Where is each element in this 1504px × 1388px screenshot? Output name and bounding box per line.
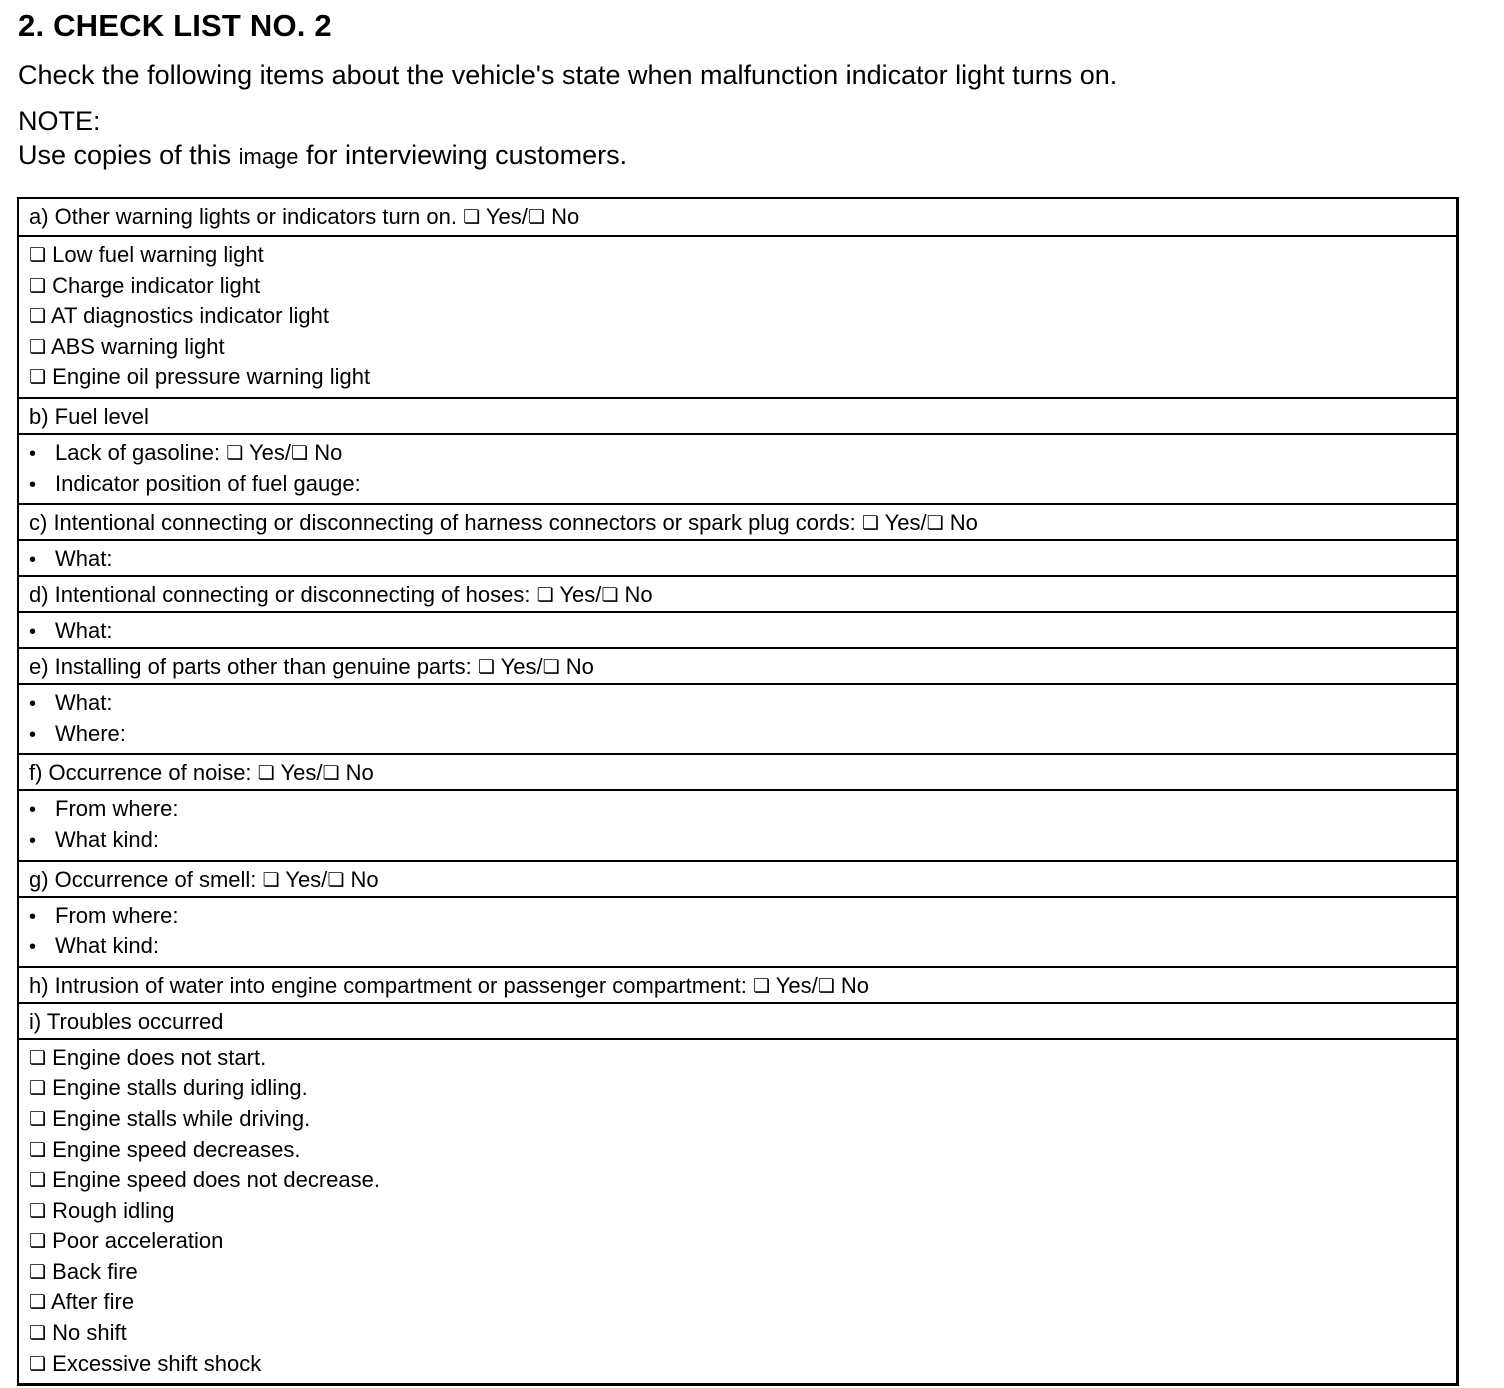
list-item (29, 719, 1446, 750)
section-c-title: c) Intentional connecting or disconnecting of harness connectors or spark plug cords: (29, 510, 856, 536)
list-item (29, 240, 1446, 271)
section-g-header (19, 860, 1456, 896)
list-item (29, 1104, 1446, 1135)
section-c-header (19, 503, 1456, 539)
bullet: • (29, 936, 37, 959)
checkbox[interactable]: ❏ (29, 1047, 47, 1069)
section-g-items (19, 896, 1456, 966)
no-checkbox[interactable]: ❏ (542, 657, 560, 679)
no-checkbox[interactable]: ❏ (291, 442, 309, 464)
section-c-title-line (29, 508, 1446, 538)
no-checkbox[interactable]: ❏ (327, 869, 345, 891)
section-e-title-line (29, 652, 1446, 682)
yes-label: Yes/ (249, 439, 292, 465)
no-checkbox[interactable]: ❏ (527, 207, 545, 228)
note-text-post: for interviewing customers. (298, 140, 628, 170)
item-label: ABS warning light (50, 333, 225, 359)
checkbox[interactable]: ❏ (29, 1078, 47, 1100)
yes-label: Yes/ (280, 760, 323, 786)
list-item (29, 1043, 1446, 1074)
list-item (29, 544, 1446, 574)
list-item (29, 794, 1446, 825)
checklist-table (17, 197, 1459, 1386)
item-label: Poor acceleration (52, 1228, 224, 1254)
bullet: • (29, 799, 37, 822)
checkbox[interactable]: ❏ (29, 1323, 47, 1345)
bullet: • (29, 723, 37, 746)
yes-checkbox[interactable]: ❏ (226, 442, 244, 464)
list-item (29, 271, 1446, 302)
yes-label: Yes/ (500, 654, 543, 680)
item-label: From where: (55, 902, 179, 928)
yes-label: Yes/ (485, 204, 528, 229)
item-label: What kind: (55, 933, 159, 959)
section-f-title: f) Occurrence of noise: (29, 760, 252, 786)
checkbox[interactable]: ❏ (29, 1231, 47, 1253)
section-d-title: d) Intentional connecting or disconnecting of hoses: (29, 582, 531, 608)
checkbox[interactable]: ❏ (29, 1200, 47, 1222)
item-label: What: (55, 546, 113, 572)
list-item (29, 1318, 1446, 1349)
section-d-items (19, 611, 1456, 647)
no-checkbox[interactable]: ❏ (601, 585, 619, 607)
no-label: No (551, 204, 580, 229)
no-label: No (840, 972, 870, 998)
item-label: Back fire (52, 1258, 138, 1284)
item-label: Engine speed does not decrease. (52, 1167, 380, 1193)
section-f-items (19, 789, 1456, 859)
section-i-title: i) Troubles occurred (29, 1008, 224, 1034)
item-label: From where: (55, 796, 179, 822)
list-item (29, 825, 1446, 856)
section-b-title: b) Fuel level (29, 403, 149, 429)
item-label: What kind: (55, 826, 159, 852)
checkbox[interactable]: ❏ (29, 1292, 47, 1314)
list-item (29, 688, 1446, 719)
section-e-title: e) Installing of parts other than genuine parts: (29, 654, 472, 680)
section-d-header (19, 575, 1456, 611)
list-item (29, 438, 1446, 469)
item-label: Charge indicator light (52, 272, 261, 298)
section-b-items (19, 433, 1456, 503)
section-f-title-line (29, 758, 1446, 788)
section-a-title-line (29, 202, 1446, 232)
bullet: • (29, 905, 37, 928)
section-c-items (19, 539, 1456, 575)
section-i-title-line (29, 1007, 1446, 1037)
list-item (29, 362, 1446, 393)
section-a-header (19, 199, 1456, 235)
yes-label: Yes/ (884, 510, 927, 536)
item-label: Engine stalls during idling. (52, 1075, 308, 1101)
bullet: • (29, 442, 37, 465)
checkbox[interactable]: ❏ (29, 1108, 47, 1130)
bullet: • (29, 621, 37, 644)
item-label: Engine stalls while driving. (52, 1105, 311, 1131)
item-label: What: (55, 690, 113, 716)
list-item (29, 469, 1446, 500)
section-g-title-line (29, 865, 1446, 895)
item-label: No shift (52, 1320, 127, 1346)
yes-checkbox[interactable]: ❏ (257, 763, 275, 785)
section-h-title: h) Intrusion of water into engine compartment or passenger compartment: (29, 972, 747, 998)
list-item (29, 1196, 1446, 1227)
checkbox[interactable]: ❏ (29, 336, 47, 358)
yes-label: Yes/ (559, 582, 602, 608)
list-item (29, 901, 1446, 932)
list-item (29, 1226, 1446, 1257)
section-b-header (19, 397, 1456, 433)
section-b-title-line (29, 402, 1446, 432)
list-item (29, 616, 1446, 646)
section-f-header (19, 753, 1456, 789)
no-checkbox[interactable]: ❏ (322, 763, 340, 785)
section-i-header (19, 1002, 1456, 1038)
yes-checkbox[interactable]: ❏ (752, 975, 770, 997)
no-label: No (345, 760, 374, 786)
note-label: NOTE: (18, 106, 101, 136)
list-item (29, 1073, 1446, 1104)
item-label: Engine oil pressure warning light (52, 364, 371, 390)
item-label: Low fuel warning light (52, 242, 264, 267)
intro-text: Check the following items about the vehicle's state when malfunction indicator light turns on. (18, 60, 1118, 90)
list-item (29, 1165, 1446, 1196)
no-label: No (350, 866, 379, 892)
yes-label: Yes/ (775, 972, 818, 998)
note-text-word: image (238, 144, 299, 169)
item-label: Excessive shift shock (52, 1350, 262, 1376)
checkbox[interactable]: ❏ (29, 306, 47, 328)
yes-checkbox[interactable]: ❏ (477, 657, 495, 679)
no-checkbox[interactable]: ❏ (817, 975, 835, 997)
bullet: • (29, 829, 37, 852)
item-label: Lack of gasoline: (55, 439, 221, 465)
note-text (18, 140, 627, 171)
item-label: Where: (55, 720, 126, 746)
section-e-header (19, 647, 1456, 683)
no-checkbox[interactable]: ❏ (926, 513, 944, 535)
no-label: No (565, 654, 594, 680)
item-label: AT diagnostics indicator light (50, 303, 329, 329)
checkbox[interactable]: ❏ (29, 1353, 47, 1375)
list-item (29, 1349, 1446, 1380)
list-item (29, 1287, 1446, 1318)
yes-checkbox[interactable]: ❏ (262, 869, 280, 891)
bullet: • (29, 693, 37, 716)
bullet: • (29, 549, 37, 572)
item-label: Engine speed decreases. (52, 1136, 301, 1162)
list-item (29, 301, 1446, 332)
list-item (29, 1135, 1446, 1166)
no-label: No (314, 439, 343, 465)
list-item (29, 332, 1446, 363)
item-label: Engine does not start. (52, 1044, 267, 1070)
section-a-items (19, 235, 1456, 397)
yes-label: Yes/ (285, 866, 328, 892)
checkbox[interactable]: ❏ (29, 275, 47, 297)
checkbox[interactable]: ❏ (29, 1139, 47, 1161)
yes-checkbox[interactable]: ❏ (536, 585, 554, 607)
item-label: What: (55, 618, 113, 644)
section-h-header (19, 966, 1456, 1002)
section-a-title: a) Other warning lights or indicators turn on. (29, 204, 457, 229)
checkbox[interactable]: ❏ (29, 1170, 47, 1192)
section-h-title-line (29, 971, 1446, 1001)
list-item (29, 1257, 1446, 1288)
no-label: No (949, 510, 978, 536)
note-text-pre: Use copies of this (18, 140, 239, 170)
no-label: No (624, 582, 653, 608)
yes-checkbox[interactable]: ❏ (463, 207, 481, 228)
section-g-title: g) Occurrence of smell: (29, 866, 257, 892)
item-label: After fire (50, 1289, 135, 1315)
item-label: Indicator position of fuel gauge: (55, 470, 361, 496)
section-e-items (19, 683, 1456, 753)
checkbox[interactable]: ❏ (29, 245, 47, 266)
list-item (29, 931, 1446, 962)
bullet: • (29, 473, 37, 496)
section-d-title-line (29, 580, 1446, 610)
page-title: 2. CHECK LIST NO. 2 (18, 8, 332, 43)
checkbox[interactable]: ❏ (29, 367, 47, 389)
item-label: Rough idling (52, 1197, 175, 1223)
checkbox[interactable]: ❏ (29, 1261, 47, 1283)
section-i-items (19, 1038, 1456, 1384)
yes-checkbox[interactable]: ❏ (861, 513, 879, 535)
